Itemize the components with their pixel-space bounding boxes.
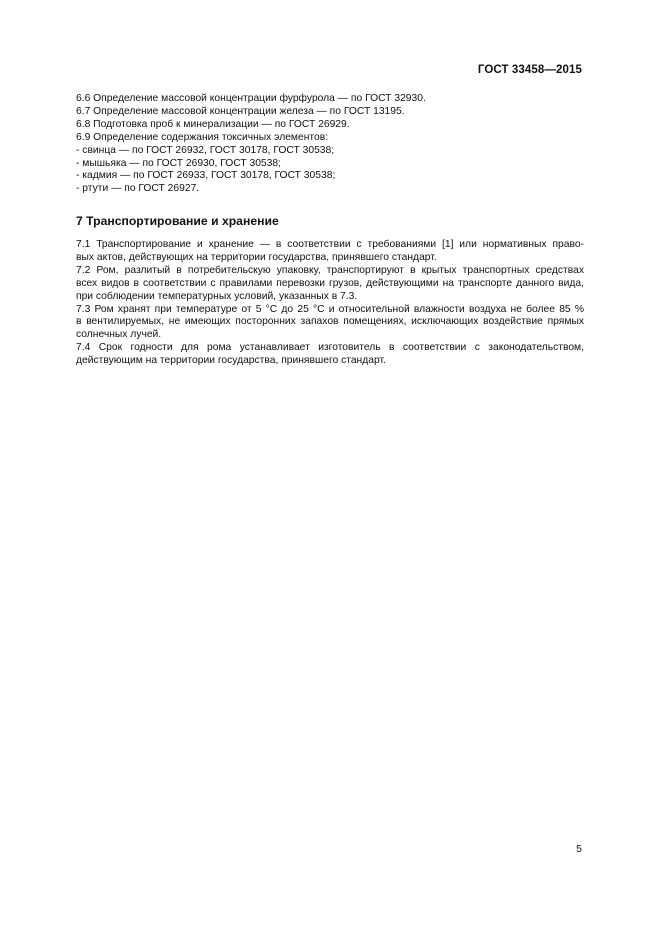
section-7-title: 7 Транспортирование и хранение bbox=[76, 214, 279, 228]
paragraph-line: 7.4 Срок годности для рома устанавливает изготовитель в соответствии с законодательством, bbox=[76, 342, 584, 354]
paragraph-7-2 bbox=[76, 265, 584, 304]
section-6-list bbox=[76, 93, 584, 196]
list-item: - свинца — по ГОСТ 26932, ГОСТ 30178, ГОСТ 30538; bbox=[76, 144, 335, 156]
paragraph-line: 7.1 Транспортирование и хранение — в соответствии с требованиями [1] или нормативных право- bbox=[76, 239, 584, 250]
list-item: 6.8 Подготовка проб к минерализации — по ГОСТ 26929. bbox=[76, 118, 350, 130]
section-7-body bbox=[76, 239, 584, 368]
list-item: 6.9 Определение содержания токсичных элементов: bbox=[76, 131, 329, 143]
paragraph-line: солнечных лучей. bbox=[76, 329, 162, 341]
paragraph-line: при соблюдении температурных условий, указанных в 7.3. bbox=[76, 290, 358, 302]
paragraph-line: всех видов в соответствии с правилами перевозки грузов, действующими на транспорте данного вида, bbox=[76, 277, 584, 289]
list-item: - ртути — по ГОСТ 26927. bbox=[76, 183, 200, 195]
paragraph-line: 7.3 Ром хранят при температуре от 5 °С до 25 °С и относительной влажности воздуха не более 85 % bbox=[76, 303, 584, 315]
paragraph-line: 7.2 Ром, разлитый в потребительскую упаковку, транспортируют в крытых транспортных средствах bbox=[76, 264, 584, 276]
document-code-header: ГОСТ 33458—2015 bbox=[477, 64, 582, 76]
list-item: - кадмия — по ГОСТ 26933, ГОСТ 30178, ГОСТ 30538; bbox=[76, 170, 336, 182]
list-item: 6.6 Определение массовой концентрации фурфурола — по ГОСТ 32930. bbox=[76, 93, 426, 104]
page-number: 5 bbox=[576, 843, 582, 855]
paragraph-line: в вентилируемых, не имеющих посторонних запахов помещениях, исключающих воздействие прямых bbox=[76, 316, 584, 328]
paragraph-7-1 bbox=[76, 239, 584, 265]
paragraph-line: действующим на территории государства, принявшего стандарт. bbox=[76, 355, 386, 367]
paragraph-7-4 bbox=[76, 342, 584, 368]
list-item: 6.7 Определение массовой концентрации железа — по ГОСТ 13195. bbox=[76, 105, 405, 117]
list-item: - мышьяка — по ГОСТ 26930, ГОСТ 30538; bbox=[76, 157, 281, 169]
paragraph-line: вых актов, действующих на территории государства, принявшего стандарт. bbox=[76, 251, 437, 263]
paragraph-7-3 bbox=[76, 304, 584, 343]
